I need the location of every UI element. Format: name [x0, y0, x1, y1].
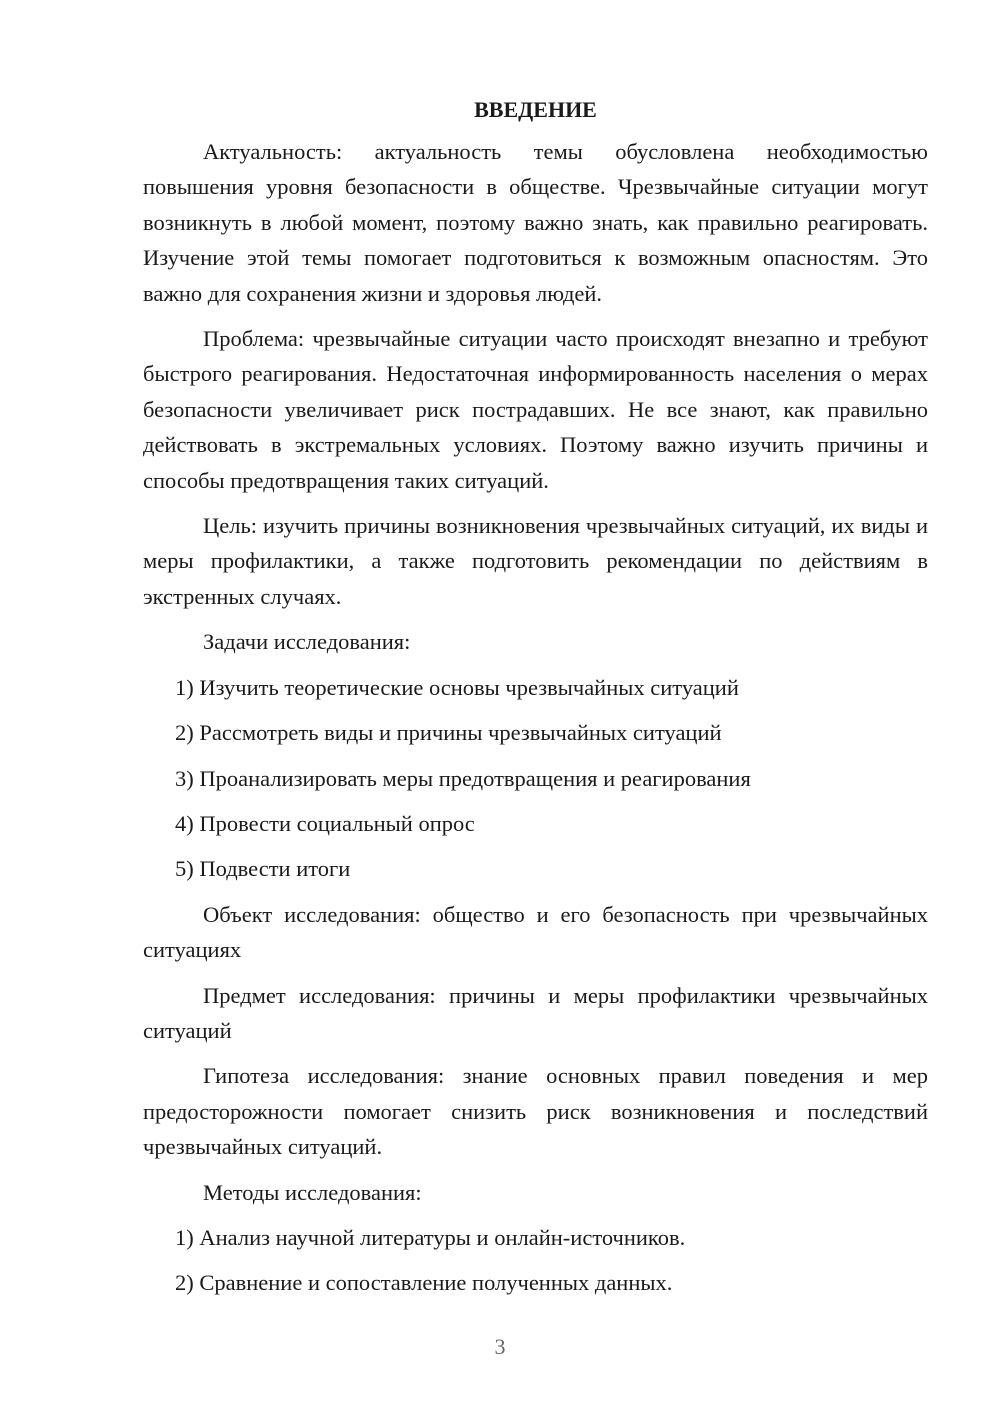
methods-label: Методы исследования:	[203, 1179, 422, 1205]
subject-paragraph: Предмет исследования: причины и меры профилактики чрезвычайных ситуаций	[143, 982, 928, 1043]
task-item: 4) Провести социальный опрос	[175, 810, 475, 836]
page-number: 3	[494, 1334, 506, 1359]
section-title: ВВЕДЕНИЕ	[474, 97, 597, 122]
problem-paragraph: Проблема: чрезвычайные ситуации часто происходят внезапно и требуют быстрого реагирования. Недостаточная информированность населения о мерах безопасности увеличивает риск пострадавших. Не все знают, как правильно действовать в экстремальных условиях. Поэтому важно изучить причины и способы предотвращения таких ситуаций.	[143, 326, 928, 493]
task-item: 3) Проанализировать меры предотвращения и реагирования	[175, 765, 751, 791]
tasks-label: Задачи исследования:	[203, 629, 411, 655]
method-item: 1) Анализ научной литературы и онлайн-источников.	[175, 1224, 686, 1250]
document-page	[143, 95, 928, 1311]
hypothesis-paragraph: Гипотеза исследования: знание основных правил поведения и мер предосторожности помогает снизить риск возникновения и последствий чрезвычайных ситуаций.	[143, 1063, 928, 1160]
goal-paragraph: Цель: изучить причины возникновения чрезвычайных ситуаций, их виды и меры профилактики, а также подготовить рекомендации по действиям в экстренных случаях.	[143, 513, 928, 609]
task-item: 5) Подвести итоги	[175, 856, 351, 882]
relevance-paragraph: Актуальность: актуальность темы обусловлена необходимостью повышения уровня безопасности в обществе. Чрезвычайные ситуации могут возникнуть в любой момент, поэтому важно знать, как правильно реагировать. Изучение этой темы помогает подготовиться к возможным опасностям. Это важно для сохранения жизни и здоровья людей.	[143, 139, 928, 306]
method-item: 2) Сравнение и сопоставление полученных данных.	[175, 1270, 673, 1296]
object-paragraph: Объект исследования: общество и его безопасность при чрезвычайных ситуациях	[143, 901, 928, 963]
task-item: 1) Изучить теоретические основы чрезвычайных ситуаций	[175, 674, 739, 700]
task-item: 2) Рассмотреть виды и причины чрезвычайных ситуаций	[175, 720, 722, 746]
